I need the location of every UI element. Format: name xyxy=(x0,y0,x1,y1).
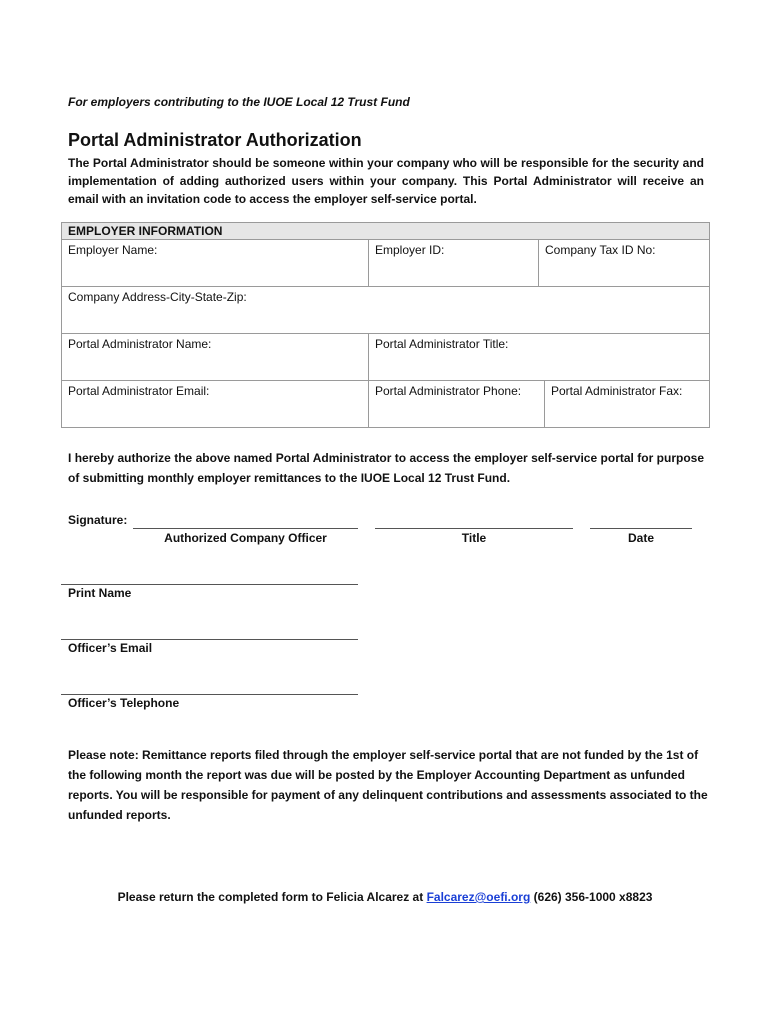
officer-email-line[interactable] xyxy=(61,639,358,640)
employer-name-field[interactable]: Employer Name: xyxy=(62,240,369,287)
admin-name-field[interactable]: Portal Administrator Name: xyxy=(62,334,369,381)
signature-label: Signature: xyxy=(68,513,128,527)
page-title: Portal Administrator Authorization xyxy=(68,130,362,150)
employer-id-field[interactable]: Employer ID: xyxy=(369,240,539,287)
title-line[interactable] xyxy=(375,528,573,529)
officer-telephone-label: Officer’s Telephone xyxy=(68,696,180,710)
officer-telephone-line[interactable] xyxy=(61,694,358,695)
return-instructions xyxy=(0,890,770,904)
print-name-label: Print Name xyxy=(68,586,132,600)
employer-information-table xyxy=(61,222,710,428)
company-address-field[interactable]: Company Address-City-State-Zip: xyxy=(62,287,710,334)
contact-email-link[interactable]: Falcarez@oefi.org xyxy=(426,890,531,904)
admin-email-field[interactable]: Portal Administrator Email: xyxy=(62,381,369,428)
authorized-officer-label: Authorized Company Officer xyxy=(164,531,327,545)
form-subtitle: For employers contributing to the IUOE Local 12 Trust Fund xyxy=(68,95,410,109)
please-note-paragraph: Please note: Remittance reports filed through the employer self-service portal that are not funded by the 1st of the following month the report was due will be posted by the Employer Accounting Department as unfunded reports. You will be responsible for payment of any delinquent contributions and assessments associated to the unfunded reports. xyxy=(68,748,708,822)
signature-line[interactable] xyxy=(133,528,358,529)
print-name-line[interactable] xyxy=(61,584,358,585)
date-line[interactable] xyxy=(590,528,692,529)
date-label: Date xyxy=(627,531,654,545)
admin-phone-field[interactable]: Portal Administrator Phone: xyxy=(369,381,545,428)
authorization-statement: I hereby authorize the above named Portal Administrator to access the employer self-service portal for purpose of submitting monthly employer remittances to the IUOE Local 12 Trust Fund. xyxy=(68,451,704,485)
admin-fax-field[interactable]: Portal Administrator Fax: xyxy=(545,381,710,428)
employer-information-heading: EMPLOYER INFORMATION xyxy=(62,223,710,240)
contact-phone: (626) 356-1000 x8823 xyxy=(533,890,653,904)
officer-email-label: Officer’s Email xyxy=(68,641,153,655)
return-instructions-text: Please return the completed form to Felicia Alcarez at xyxy=(117,890,424,904)
intro-paragraph: The Portal Administrator should be someone within your company who will be responsible for the security and implementation of adding authorized users within your company. This Portal Administrator will receive an email with an invitation code to access the employer self-service portal. xyxy=(68,156,704,206)
title-label: Title xyxy=(461,531,487,545)
company-tax-id-field[interactable]: Company Tax ID No: xyxy=(539,240,710,287)
admin-title-field[interactable]: Portal Administrator Title: xyxy=(369,334,710,381)
